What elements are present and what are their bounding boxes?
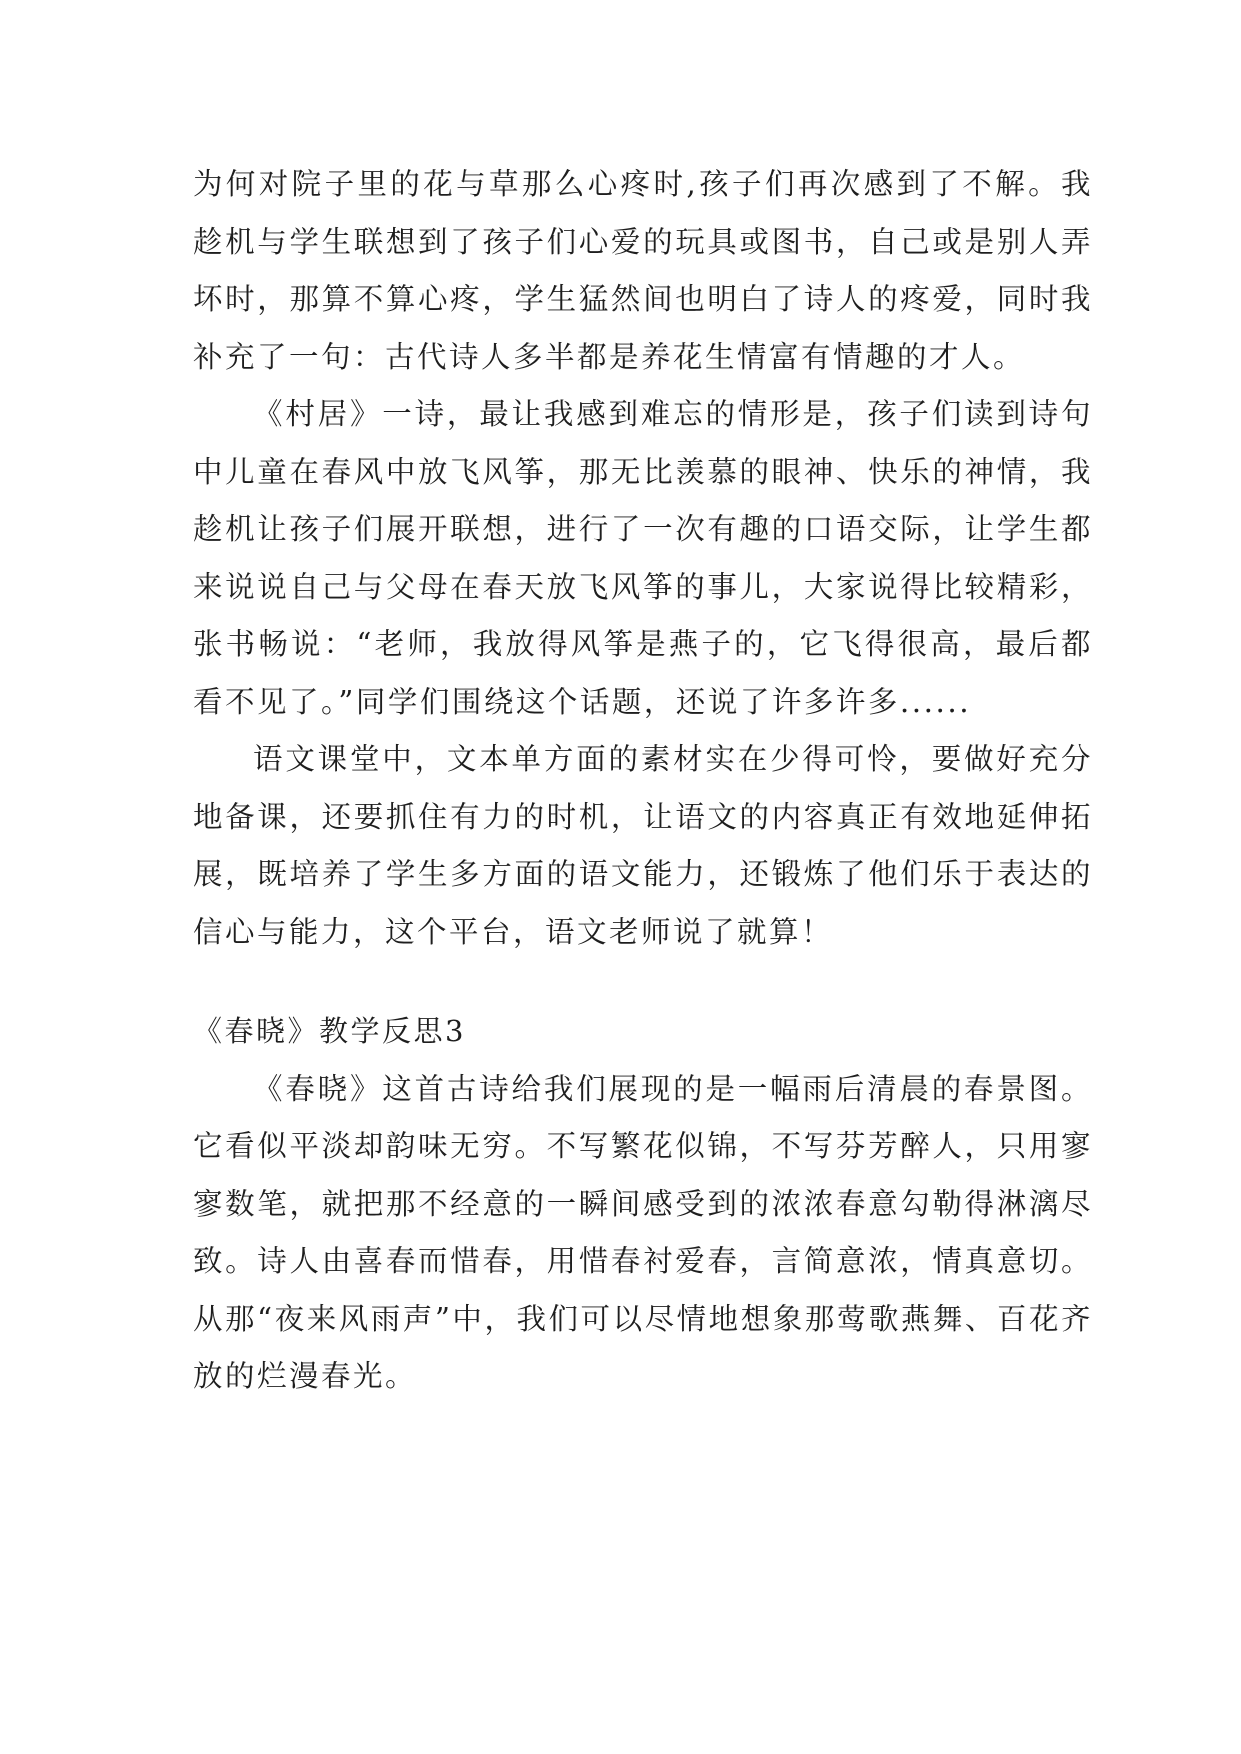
document-page xyxy=(193,156,1093,1406)
paragraph-cunju: 《村居》一诗，最让我感到难忘的情形是，孩子们读到诗句中儿童在春风中放飞风筝，那无比羡慕的眼神、快乐的神情，我趁机让孩子们展开联想，进行了一次有趣的口语交际，让学生都来说说自己与父母在春天放飞风筝的事儿，大家说得比较精彩，张书畅说：“老师，我放得风筝是燕子的，它飞得很高，最后都看不见了。”同学们围绕这个话题，还说了许多许多...... xyxy=(193,397,1093,719)
paragraph-conclusion: 语文课堂中，文本单方面的素材实在少得可怜，要做好充分地备课，还要抓住有力的时机，让语文的内容真正有效地延伸拓展，既培养了学生多方面的语文能力，还锻炼了他们乐于表达的信心与能力，这个平台，语文老师说了就算！ xyxy=(193,742,1093,949)
paragraph-chunxiao-intro: 《春晓》这首古诗给我们展现的是一幅雨后清晨的春景图。它看似平淡却韵味无穷。不写繁花似锦，不写芬芳醉人，只用寥寥数笔，就把那不经意的一瞬间感受到的浓浓春意勾勒得淋漓尽致。诗人由喜春而惜春，用惜春衬爱春，言简意浓，情真意切。从那“夜来风雨声”中，我们可以尽情地想象那莺歌燕舞、百花齐放的烂漫春光。 xyxy=(193,1071,1093,1393)
paragraph-continuation: 为何对院子里的花与草那么心疼时,孩子们再次感到了不解。我趁机与学生联想到了孩子们心爱的玩具或图书，自己或是别人弄坏时，那算不算心疼，学生猛然间也明白了诗人的疼爱，同时我补充了一句：古代诗人多半都是养花生情富有情趣的才人。 xyxy=(193,167,1093,374)
section-title: 《春晓》教学反思3 xyxy=(193,1014,466,1048)
